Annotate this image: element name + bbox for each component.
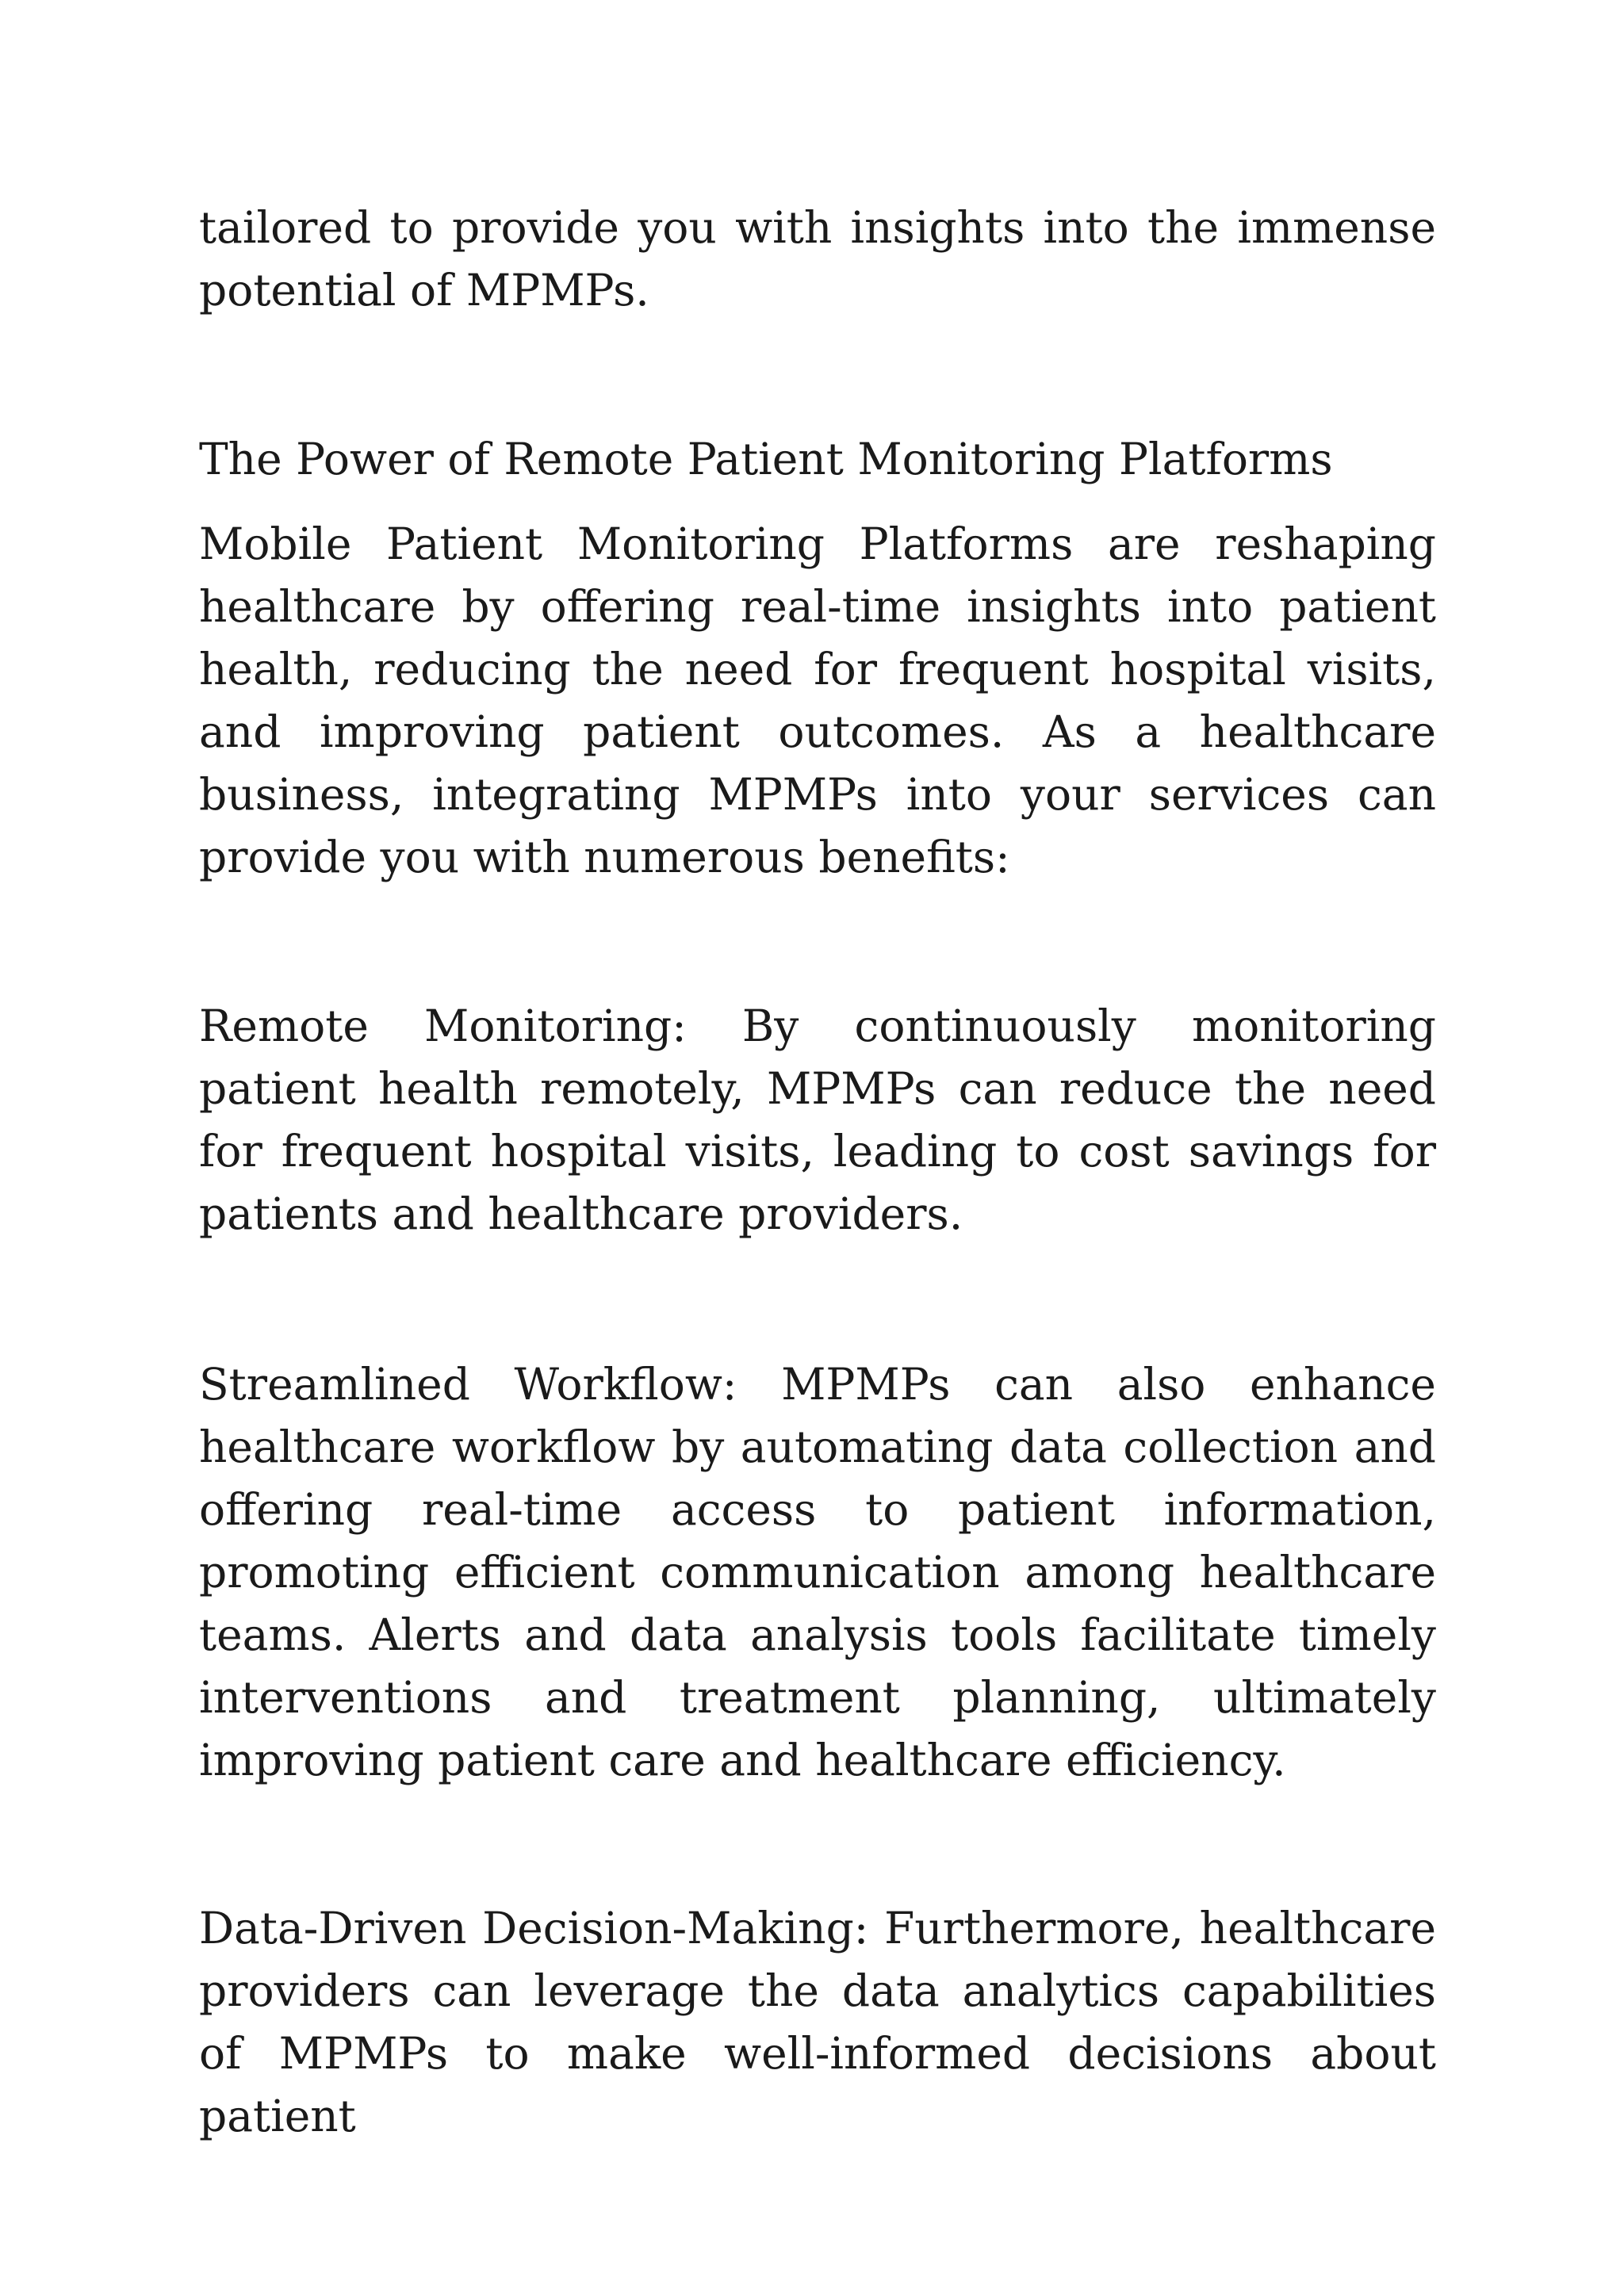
body-paragraph-streamlined-workflow: Streamlined Workflow: MPMPs can also enhance healthcare workflow by automating data collection and offering real-time access to patient information, promoting efficient communication among healthcare teams. Alerts and data analysis tools facilitate timely interventions and treatment planning, ultimately improving patient care and healthcare efficiency. [199,1359,1436,1785]
body-paragraph-remote-monitoring: Remote Monitoring: By continuously monitoring patient health remotely, MPMPs can reduce the need for frequent hospital visits, leading to cost savings for patients and healthcare providers. [199,1001,1436,1239]
body-paragraph-data-driven: Data-Driven Decision-Making: Furthermore, healthcare providers can leverage the data analytics capabilities of MPMPs to make well-informed decisions about patient [199,1903,1436,2141]
body-paragraph-overview: Mobile Patient Monitoring Platforms are reshaping healthcare by offering real-time insights into patient health, reducing the need for frequent hospital visits, and improving patient outcomes. As a healthcare business, integrating MPMPs into your services can provide you with numerous benefits: [199,519,1436,882]
intro-paragraph: tailored to provide you with insights into the immense potential of MPMPs. [199,202,1436,316]
section-heading: The Power of Remote Patient Monitoring Platforms [199,434,1333,484]
